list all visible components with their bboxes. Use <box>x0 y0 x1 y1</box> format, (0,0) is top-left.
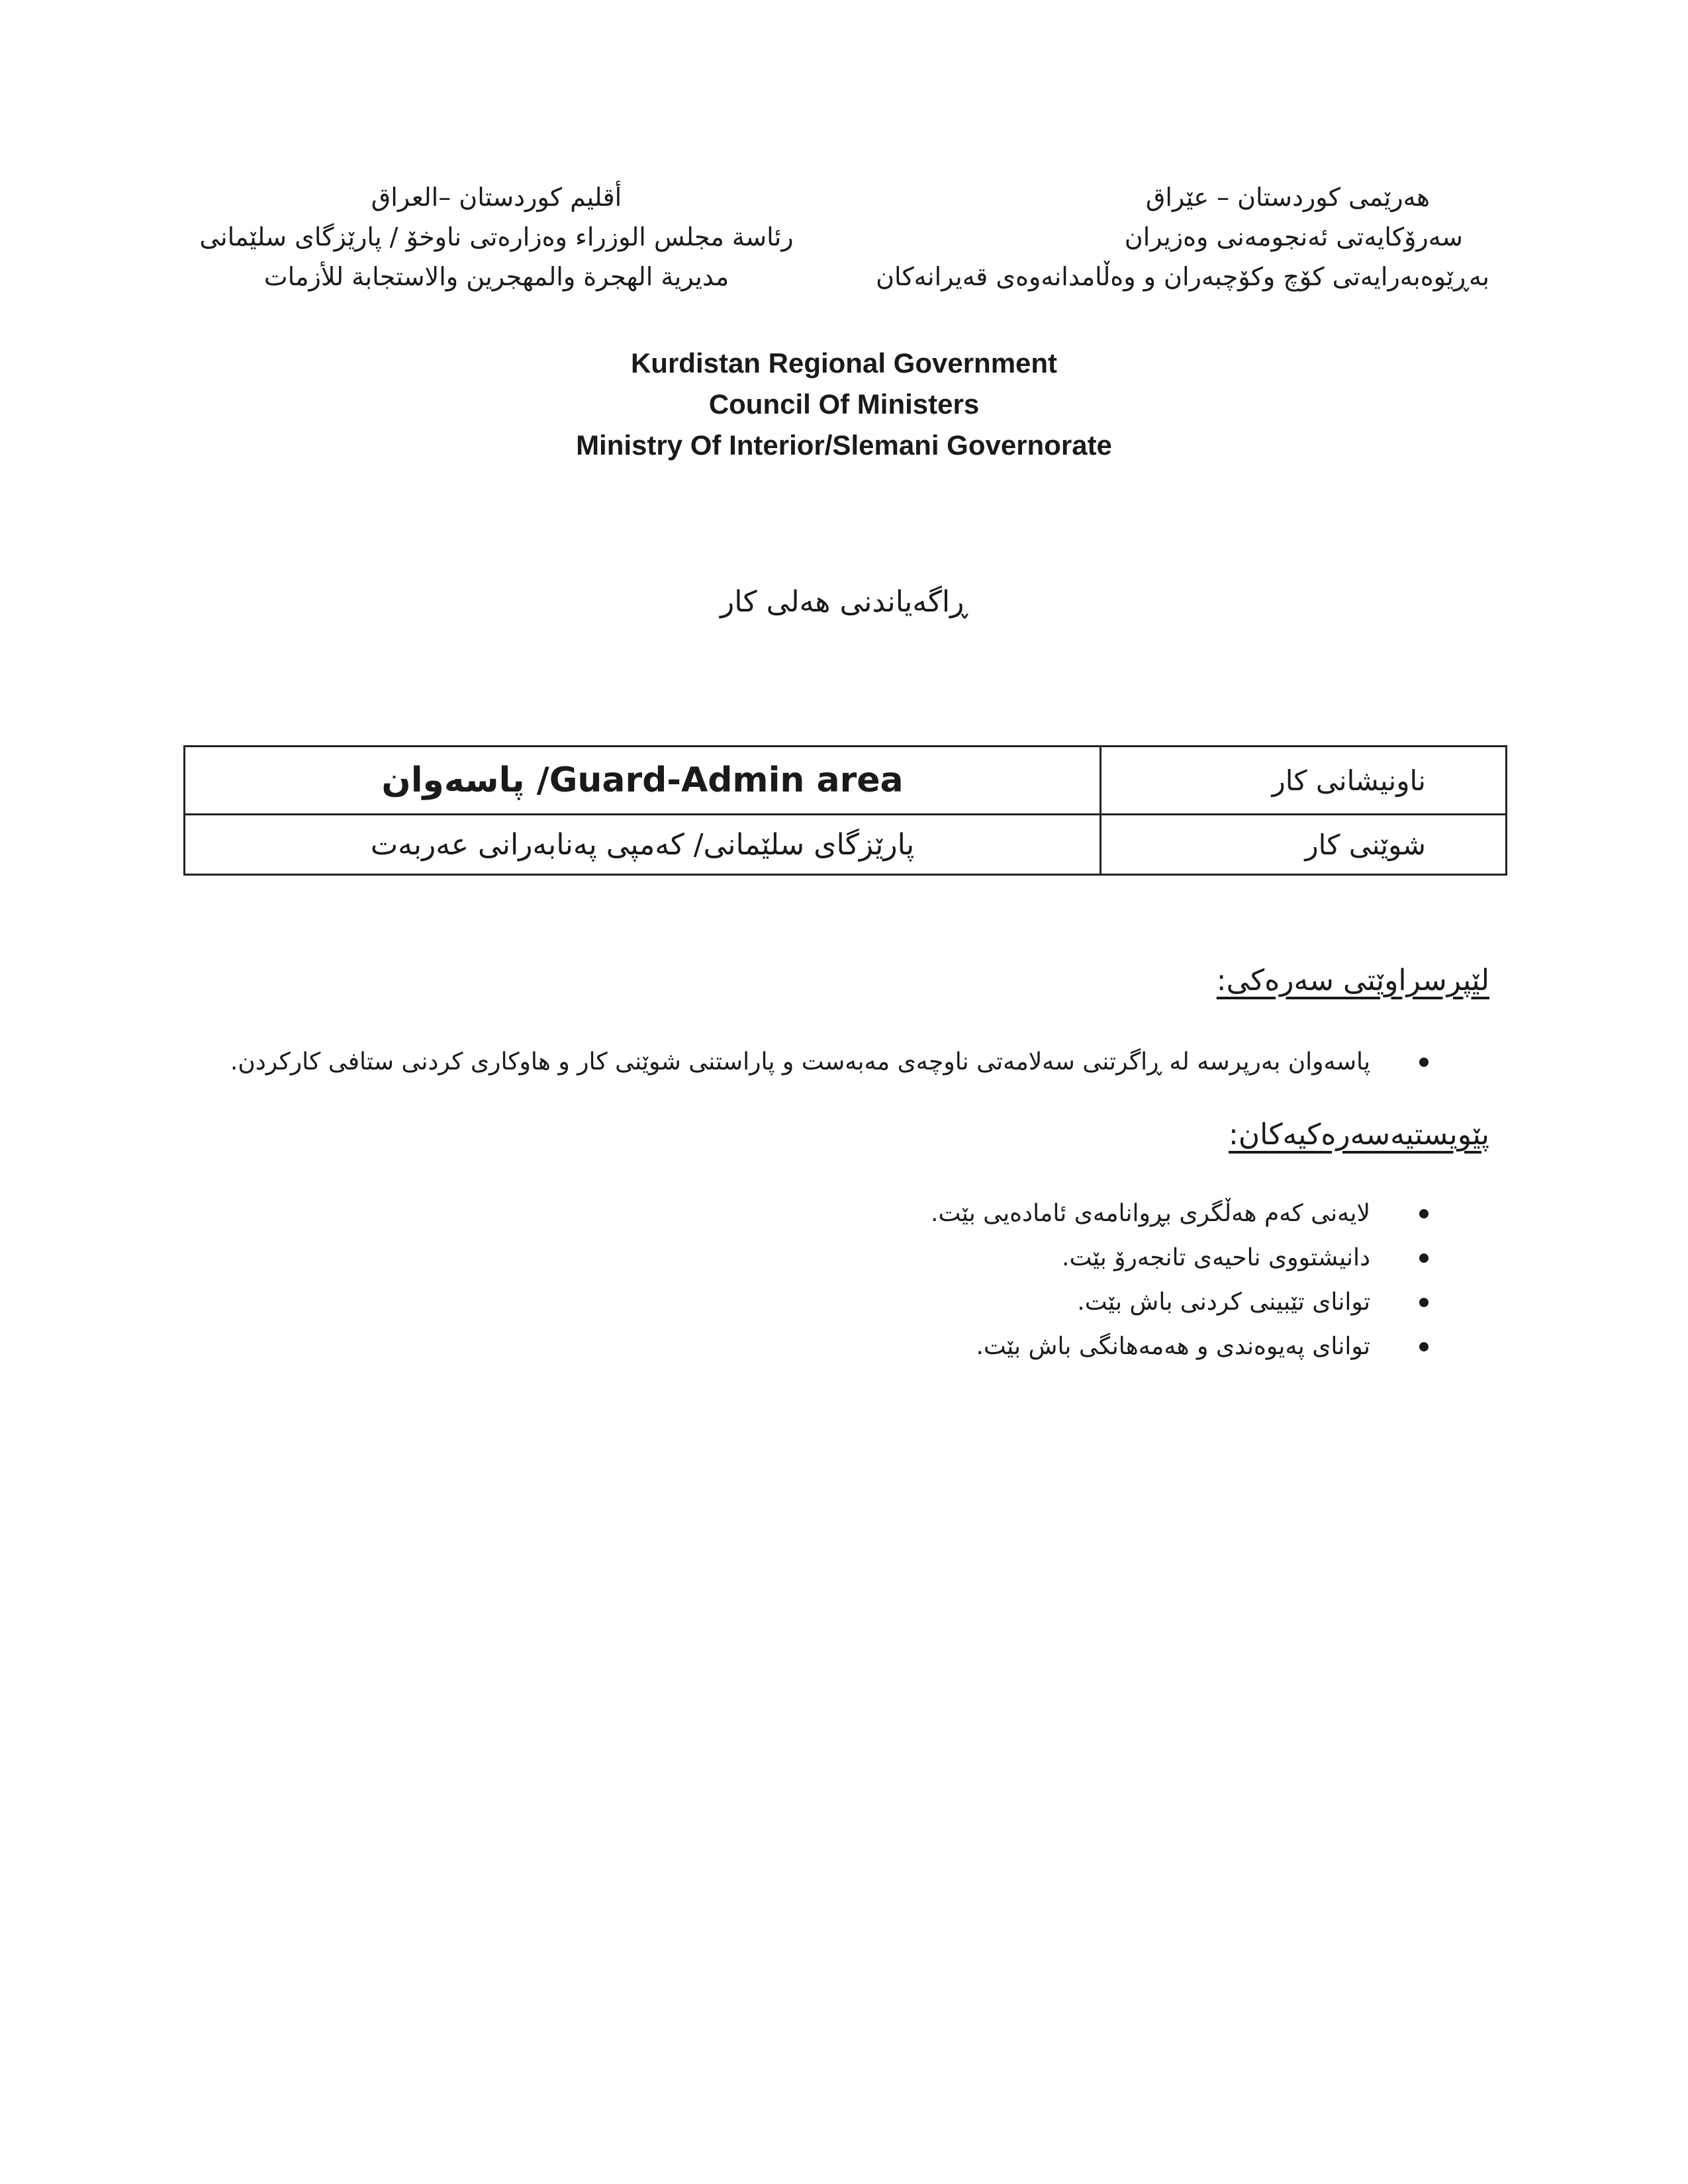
table-row <box>185 747 1507 815</box>
list-item-text: پاسەوان بەرپرسە لە ڕاگرتنی سەلامەتی ناوچەی مەبەست و پاراستنی شوێنی کار و هاوکاری کردنی ستافی کارکردن. <box>230 1048 1370 1075</box>
header-arabic-line: أقليم كوردستان –العراق <box>371 183 622 212</box>
responsibilities-list <box>230 1042 1423 1082</box>
bullet-icon <box>1419 1298 1429 1307</box>
list-item <box>931 1280 1423 1324</box>
list-item-text: توانای تێبینی کردنی باش بێت. <box>1077 1289 1370 1316</box>
header-english <box>0 343 1688 466</box>
header-kurdish <box>827 177 1489 296</box>
job-location-label: شوێنی کار <box>1101 815 1507 875</box>
table-row <box>185 815 1507 875</box>
header-english-line: Kurdistan Regional Government <box>630 347 1058 379</box>
bullet-icon <box>1419 1058 1429 1067</box>
header-english-line: Ministry Of Interior/Slemani Governorate <box>576 430 1112 461</box>
header-kurdish-line: هەرێمی کوردستان – عێراق <box>1145 183 1430 212</box>
header-english-line: Council Of Ministers <box>708 388 980 420</box>
list-item-text: دانیشتووی ناحیەی تانجەرۆ بێت. <box>1062 1244 1370 1271</box>
list-item <box>230 1042 1423 1082</box>
bullet-icon <box>1419 1342 1429 1351</box>
header-arabic-line: مديرية الهجرة والمهجرين والاستجابة للأزمات <box>263 262 729 291</box>
header-arabic <box>199 177 794 296</box>
header-kurdish-line: بەڕێوەبەرایەتی کۆچ وکۆچبەران و وەڵامدانەوەی قەیرانەکان <box>876 262 1489 291</box>
header-arabic-line: رئاسة مجلس الوزراء وەزارەتی ناوخۆ / پارێزگای سلێمانی <box>199 222 794 251</box>
document-title: ڕاگەیاندنی هەلی کار <box>720 585 968 619</box>
requirements-list <box>931 1191 1423 1369</box>
bullet-icon <box>1419 1209 1429 1218</box>
list-item-text: لایەنی کەم هەڵگری بڕوانامەی ئامادەیی بێت. <box>931 1200 1370 1227</box>
list-item-text: توانای پەیوەندی و هەمەهانگی باش بێت. <box>976 1333 1370 1360</box>
requirements-heading: پێویستیەسەرەکیەکان: <box>1229 1118 1489 1152</box>
list-item <box>931 1236 1423 1280</box>
list-item <box>931 1191 1423 1236</box>
job-info-table <box>183 745 1507 876</box>
header-kurdish-line: سەرۆکایەتی ئەنجومەنی وەزیران <box>1124 222 1463 251</box>
responsibilities-heading: لێپرسراوێتی سەرەکی: <box>1216 964 1489 997</box>
list-item <box>931 1324 1423 1369</box>
job-title-label: ناونیشانی کار <box>1101 747 1507 815</box>
job-location-value: پارێزگای سلێمانی/ کەمپی پەنابەرانی عەربەت <box>185 815 1101 875</box>
job-title-value: Guard-Admin area/ پاسەوان <box>185 747 1101 815</box>
bullet-icon <box>1419 1253 1429 1263</box>
